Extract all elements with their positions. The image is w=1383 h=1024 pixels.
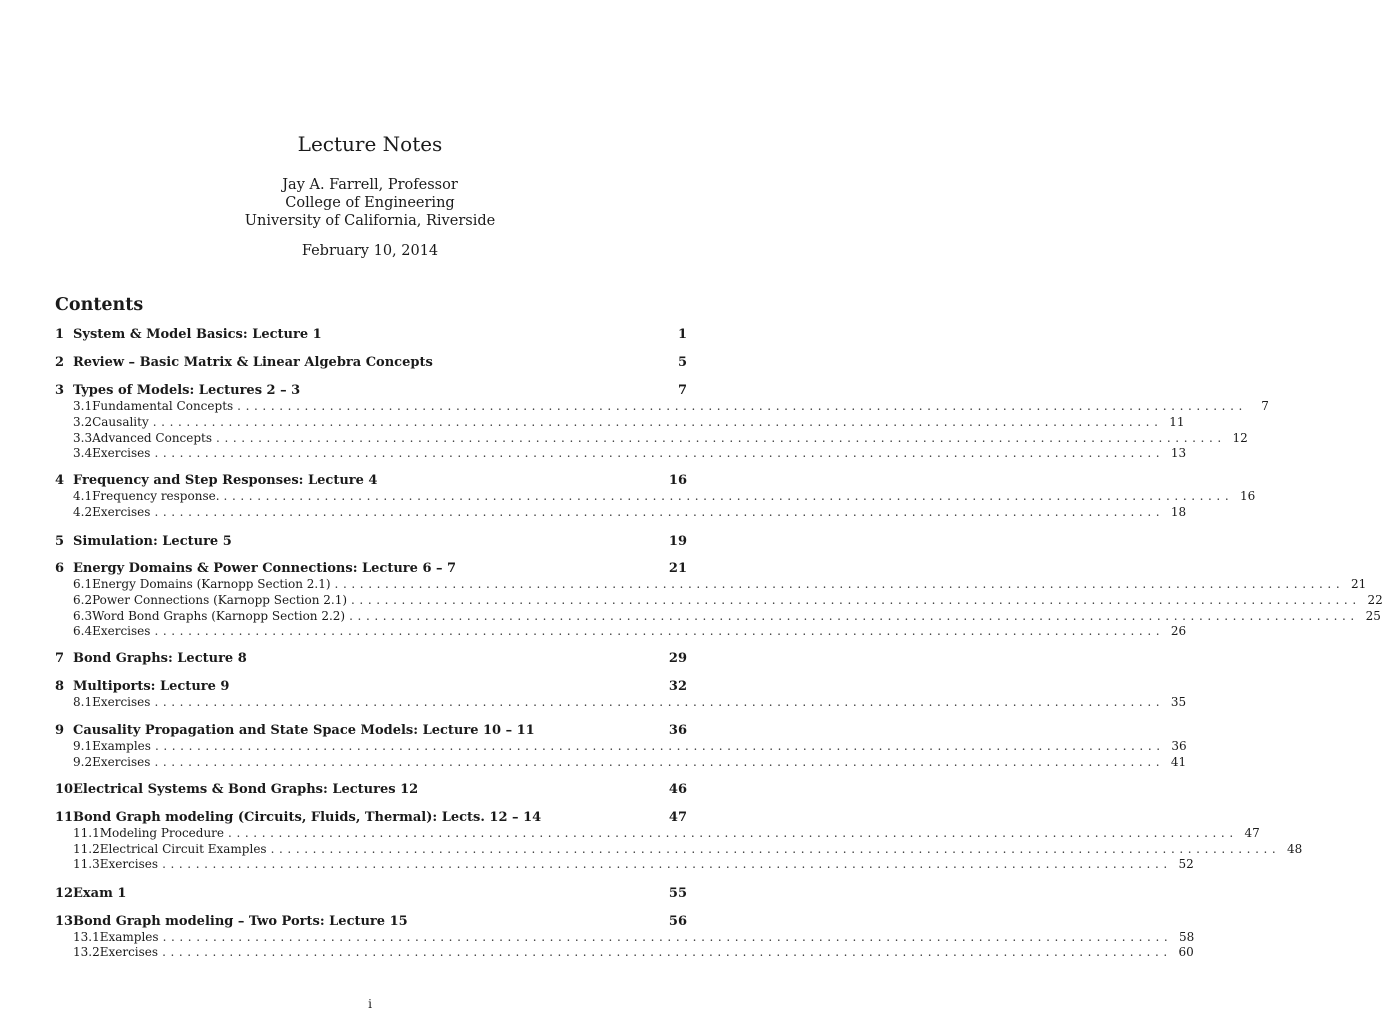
toc-entry-number: 2 <box>55 355 65 370</box>
toc-entry-number: 11 <box>55 810 74 825</box>
toc-section-entry[interactable] <box>55 810 687 826</box>
toc-entry-page: 58 <box>1179 930 1195 944</box>
toc-entry-page: 11 <box>1169 415 1185 429</box>
toc-entry-page: 41 <box>1170 755 1187 769</box>
toc-section-entry[interactable] <box>55 914 687 930</box>
toc-section-entry[interactable] <box>55 327 687 343</box>
toc-dot-leader: ........................................................................................................................ <box>154 446 1165 460</box>
toc-entry-page: 36 <box>668 723 687 738</box>
toc-dot-leader: ........................................................................................................................ <box>152 415 1163 429</box>
toc-entry-number: 3.2 <box>73 415 93 429</box>
toc-dot-leader: ........................................................................................................................ <box>349 609 1359 623</box>
toc-entry-number: 6.2 <box>73 593 93 607</box>
toc-subsection-entry[interactable] <box>55 945 1194 960</box>
toc-entry-page: 35 <box>1170 695 1187 709</box>
author-college: College of Engineering <box>285 195 455 211</box>
toc-entry-number: 4 <box>55 473 65 488</box>
toc-entry-number: 9 <box>55 723 65 738</box>
toc-entry-number: 6.3 <box>73 609 93 623</box>
toc-entry-title: Multiports: Lecture 9 <box>73 679 230 694</box>
toc-subsection-entry[interactable] <box>55 930 1195 945</box>
toc-entry-page: 16 <box>668 473 687 488</box>
toc-entry-title: Review – Basic Matrix & Linear Algebra Concepts <box>73 355 433 370</box>
toc-entry-title: Examples <box>92 739 151 753</box>
toc-entry-page: 5 <box>677 355 687 370</box>
toc-section-entry[interactable] <box>55 651 687 667</box>
toc-entry-page: 22 <box>1367 593 1383 607</box>
contents-heading: Contents <box>55 295 144 315</box>
toc-entry-page: 1 <box>677 327 687 342</box>
toc-entry-page: 19 <box>668 534 687 549</box>
toc-entry-page: 13 <box>1170 446 1187 460</box>
toc-dot-leader: ........................................................................................................................ <box>216 431 1226 445</box>
toc-subsection-entry[interactable] <box>55 489 1256 504</box>
toc-entry-title: Bond Graph modeling – Two Ports: Lecture 15 <box>73 914 408 929</box>
toc-entry-number: 8.1 <box>73 695 93 709</box>
toc-entry-title: Electrical Circuit Examples <box>99 842 267 856</box>
toc-entry-number: 3.1 <box>73 399 93 413</box>
toc-entry-number: 5 <box>55 534 65 549</box>
toc-entry-title: Bond Graph modeling (Circuits, Fluids, Thermal): Lects. 12 – 14 <box>73 810 542 825</box>
toc-dot-leader: ........................................................................................................................ <box>334 577 1345 591</box>
toc-entry-number: 13.1 <box>73 930 100 944</box>
toc-entry-title: Exercises <box>92 695 151 709</box>
toc-entry-page: 18 <box>1170 505 1187 519</box>
toc-entry-title: Frequency response. <box>92 489 220 503</box>
toc-entry-page: 60 <box>1178 945 1194 959</box>
toc-dot-leader: ........................................................................................................................ <box>270 842 1281 856</box>
toc-entry-number: 9.1 <box>73 739 93 753</box>
toc-entry-number: 4.1 <box>73 489 93 503</box>
toc-entry-number: 3.3 <box>73 431 93 445</box>
toc-section-entry[interactable] <box>55 561 687 577</box>
toc-entry-title: Modeling Procedure <box>99 826 225 840</box>
toc-entry-page: 55 <box>668 886 687 901</box>
toc-entry-title: Exercises <box>99 945 159 959</box>
toc-entry-page: 56 <box>668 914 687 929</box>
toc-entry-page: 7 <box>677 383 687 398</box>
toc-entry-number: 3 <box>55 383 65 398</box>
toc-subsection-entry[interactable] <box>55 695 1187 710</box>
toc-section-entry[interactable] <box>55 782 687 798</box>
toc-section-entry[interactable] <box>55 723 687 739</box>
toc-entry-number: 7 <box>55 651 65 666</box>
toc-entry-title: Causality <box>92 415 149 429</box>
toc-entry-title: Energy Domains & Power Connections: Lecture 6 – 7 <box>73 561 457 576</box>
toc-entry-page: 48 <box>1287 842 1303 856</box>
toc-entry-title: Advanced Concepts <box>92 431 213 445</box>
toc-dot-leader: ........................................................................................................................ <box>154 695 1165 709</box>
toc-subsection-entry[interactable] <box>55 446 1187 461</box>
toc-entry-number: 3.4 <box>73 446 93 460</box>
toc-entry-page: 16 <box>1239 489 1256 503</box>
toc-entry-number: 8 <box>55 679 65 694</box>
toc-entry-title: Exercises <box>92 624 151 638</box>
toc-entry-number: 13.2 <box>73 945 100 959</box>
toc-entry-title: Exercises <box>99 857 159 871</box>
toc-entry-page: 52 <box>1178 857 1194 871</box>
toc-subsection-entry[interactable] <box>55 505 1187 520</box>
toc-entry-title: Exercises <box>92 446 151 460</box>
toc-dot-leader: ........................................................................................................................ <box>237 399 1247 413</box>
author-name: Jay A. Farrell, Professor <box>282 177 458 193</box>
toc-subsection-entry[interactable] <box>55 399 1269 414</box>
toc-entry-title: Power Connections (Karnopp Section 2.1) <box>92 593 348 607</box>
toc-entry-page: 47 <box>1244 826 1260 840</box>
toc-dot-leader: ........................................................................................................................ <box>223 489 1234 503</box>
toc-entry-number: 4.2 <box>73 505 93 519</box>
toc-subsection-entry[interactable] <box>55 415 1185 430</box>
toc-subsection-entry[interactable] <box>55 739 1187 754</box>
toc-subsection-entry[interactable] <box>55 857 1194 872</box>
toc-entry-page: 47 <box>668 810 687 825</box>
toc-section-entry[interactable] <box>55 886 687 902</box>
toc-dot-leader: ........................................................................................................................ <box>228 826 1238 840</box>
toc-entry-number: 9.2 <box>73 755 93 769</box>
toc-dot-leader: ........................................................................................................................ <box>351 593 1361 607</box>
toc-subsection-entry[interactable] <box>55 431 1248 446</box>
toc-entry-number: 6 <box>55 561 65 576</box>
document-title: Lecture Notes <box>297 132 443 156</box>
toc-dot-leader: ........................................................................................................................ <box>154 755 1165 769</box>
toc-entry-page: 29 <box>668 651 687 666</box>
toc-entry-page: 21 <box>1350 577 1367 591</box>
toc-subsection-entry[interactable] <box>55 609 1381 624</box>
toc-entry-title: Exercises <box>92 755 151 769</box>
toc-entry-title: Examples <box>99 930 159 944</box>
toc-entry-number: 6.4 <box>73 624 93 638</box>
toc-entry-number: 10 <box>55 782 74 797</box>
toc-entry-page: 46 <box>668 782 687 797</box>
toc-dot-leader: ........................................................................................................................ <box>162 857 1172 871</box>
toc-entry-title: Frequency and Step Responses: Lecture 4 <box>73 473 378 488</box>
toc-entry-title: Exam 1 <box>73 886 127 901</box>
toc-subsection-entry[interactable] <box>55 593 1383 608</box>
toc-entry-page: 21 <box>668 561 687 576</box>
toc-entry-title: Bond Graphs: Lecture 8 <box>73 651 247 666</box>
toc-entry-title: Fundamental Concepts <box>92 399 234 413</box>
toc-entry-title: Types of Models: Lectures 2 – 3 <box>73 383 301 398</box>
toc-entry-page: 36 <box>1171 739 1187 753</box>
author-university: University of California, Riverside <box>244 213 496 229</box>
toc-dot-leader: ........................................................................................................................ <box>162 930 1173 944</box>
toc-entry-title: System & Model Basics: Lecture 1 <box>73 327 322 342</box>
toc-subsection-entry[interactable] <box>55 624 1187 639</box>
toc-subsection-entry[interactable] <box>55 755 1187 770</box>
toc-dot-leader: ........................................................................................................................ <box>154 624 1165 638</box>
toc-entry-title: Simulation: Lecture 5 <box>73 534 232 549</box>
toc-dot-leader: ........................................................................................................................ <box>154 739 1165 753</box>
toc-entry-page: 7 <box>1261 399 1269 413</box>
toc-subsection-entry[interactable] <box>55 842 1303 857</box>
toc-subsection-entry[interactable] <box>55 577 1367 592</box>
toc-section-entry[interactable] <box>55 473 687 489</box>
toc-entry-title: Causality Propagation and State Space Models: Lecture 10 – 11 <box>73 723 535 738</box>
toc-entry-number: 1 <box>55 327 65 342</box>
toc-entry-title: Word Bond Graphs (Karnopp Section 2.2) <box>92 609 346 623</box>
toc-entry-page: 32 <box>668 679 687 694</box>
toc-entry-page: 12 <box>1232 431 1248 445</box>
toc-section-entry[interactable] <box>55 679 687 695</box>
toc-entry-number: 11.1 <box>73 826 100 840</box>
toc-section-entry[interactable] <box>55 383 687 399</box>
toc-subsection-entry[interactable] <box>55 826 1260 841</box>
toc-entry-title: Energy Domains (Karnopp Section 2.1) <box>92 577 331 591</box>
toc-entry-number: 13 <box>55 914 74 929</box>
toc-entry-page: 25 <box>1365 609 1381 623</box>
toc-dot-leader: ........................................................................................................................ <box>162 945 1172 959</box>
toc-entry-number: 11.3 <box>73 857 100 871</box>
toc-dot-leader: ........................................................................................................................ <box>154 505 1165 519</box>
toc-entry-number: 11.2 <box>73 842 100 856</box>
toc-entry-title: Exercises <box>92 505 151 519</box>
toc-entry-page: 26 <box>1170 624 1187 638</box>
document-date: February 10, 2014 <box>301 243 439 259</box>
toc-entry-number: 12 <box>55 886 74 901</box>
toc-section-entry[interactable] <box>55 534 687 550</box>
toc-section-entry[interactable] <box>55 355 687 371</box>
toc-entry-title: Electrical Systems & Bond Graphs: Lectures 12 <box>73 782 419 797</box>
page-number: i <box>368 997 372 1011</box>
toc-entry-number: 6.1 <box>73 577 93 591</box>
